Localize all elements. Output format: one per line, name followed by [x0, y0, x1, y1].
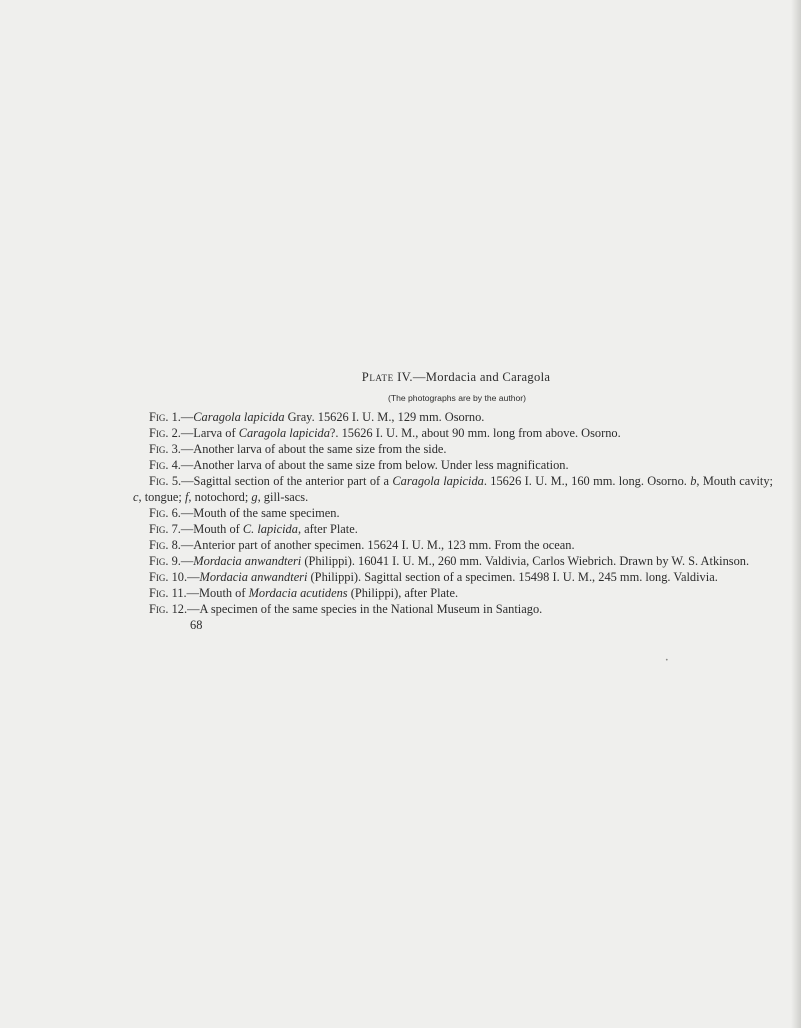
figure-caption-italic-text: b [690, 474, 697, 488]
figure-caption-italic-text: g [251, 490, 258, 504]
figure-label: Fig. [149, 586, 169, 600]
figure-caption-text: (Philippi), after Plate. [347, 586, 459, 600]
figure-number: 7. [171, 522, 181, 536]
plate-caption-block [133, 369, 773, 633]
figure-number: 11. [171, 586, 187, 600]
page-number: 68 [190, 618, 203, 632]
figure-label: Fig. [149, 538, 169, 552]
figure-number: 3. [171, 442, 181, 456]
figure-number: 1. [171, 410, 181, 424]
plate-title [133, 369, 773, 385]
plate-title-rest: IV.—Mordacia and Caragola [397, 370, 551, 384]
figure-caption-text: —A specimen of the same species in the National Museum in Santiago. [187, 602, 543, 616]
figure-label: Fig. [149, 474, 169, 488]
figure-label: Fig. [149, 602, 169, 616]
figure-number: 8. [171, 538, 181, 552]
figure-caption [114, 473, 773, 505]
figure-caption-text: —Another larva of about the same size from below. Under less magnification. [180, 458, 569, 472]
figure-caption-text: (Philippi). 16041 I. U. M., 260 mm. Valdivia, Carlos Wiebrich. Drawn by W. S. Atkinson. [301, 554, 750, 568]
figure-caption-italic-text: Caragola lapicida [193, 410, 285, 424]
figure-caption-italic-text: Mordacia anwandteri [193, 554, 302, 568]
figure-caption-text: —Larva of [180, 426, 239, 440]
figure-number: 10. [171, 570, 188, 584]
figure-caption-text: . 15626 I. U. M., 160 mm. long. Osorno. [483, 474, 691, 488]
figure-caption-text: — [180, 410, 194, 424]
print-speck: • [665, 657, 669, 664]
figure-caption-text: ?. 15626 I. U. M., about 90 mm. long from above. Osorno. [329, 426, 621, 440]
figure-number: 5. [171, 474, 182, 488]
plate-label: Plate [361, 370, 394, 384]
figure-label: Fig. [149, 410, 169, 424]
figure-caption [114, 521, 773, 537]
figure-label: Fig. [149, 426, 169, 440]
figure-caption [114, 601, 773, 617]
figure-caption [114, 441, 773, 457]
figure-number: 4. [171, 458, 181, 472]
figure-label: Fig. [149, 554, 169, 568]
figure-caption-italic-text: Mordacia acutidens [248, 586, 348, 600]
figure-label: Fig. [149, 506, 169, 520]
figure-caption-text: , after Plate. [297, 522, 358, 536]
page-edge-shadow [791, 0, 801, 1028]
figure-caption [114, 569, 773, 585]
photo-credit: (The photographs are by the author) [387, 393, 527, 403]
figure-caption [114, 409, 773, 425]
figure-caption-text: Gray. 15626 I. U. M., 129 mm. Osorno. [284, 410, 485, 424]
figure-label: Fig. [149, 570, 169, 584]
figure-number: 6. [171, 506, 181, 520]
figure-caption [114, 585, 773, 601]
figure-caption-text: —Mouth of [186, 586, 249, 600]
figure-label: Fig. [149, 458, 169, 472]
figure-caption-italic-text: Caragola lapicida [392, 474, 484, 488]
figure-number: 12. [171, 602, 188, 616]
figure-caption [114, 457, 773, 473]
figure-caption [114, 537, 773, 553]
figure-caption [114, 425, 773, 441]
figure-caption-text: —Mouth of the same specimen. [180, 506, 340, 520]
figure-caption-text: , gill-sacs. [257, 490, 309, 504]
figure-caption-text: , notochord; [188, 490, 252, 504]
figure-number: 9. [171, 554, 181, 568]
figure-label: Fig. [149, 522, 169, 536]
figure-caption-text: —Anterior part of another specimen. 15624 I. U. M., 123 mm. From the ocean. [180, 538, 575, 552]
figure-caption-italic-text: Caragola lapicida [238, 426, 330, 440]
figure-label: Fig. [149, 442, 169, 456]
figure-caption-text: —Mouth of [180, 522, 243, 536]
figure-number: 2. [171, 426, 181, 440]
figure-caption [114, 505, 773, 521]
figure-caption-text: —Another larva of about the same size from the side. [180, 442, 447, 456]
figure-caption-text: (Philippi). Sagittal section of a specimen. 15498 I. U. M., 245 mm. long. Valdivia. [307, 570, 718, 584]
figure-caption-text: , tongue; [138, 490, 185, 504]
figure-caption [114, 553, 773, 569]
figure-caption-text: , Mouth cavity; [696, 474, 773, 488]
figure-caption-text: — [187, 570, 200, 584]
figure-caption-italic-text: C. lapicida [242, 522, 298, 536]
figure-caption-italic-text: Mordacia anwandteri [199, 570, 308, 584]
figure-caption-italic-text: c [133, 490, 139, 504]
figure-list [133, 409, 773, 617]
figure-caption-text: —Sagittal section of the anterior part of a [181, 474, 393, 488]
figure-caption-italic-text: f [184, 490, 189, 504]
figure-caption-text: — [180, 554, 194, 568]
